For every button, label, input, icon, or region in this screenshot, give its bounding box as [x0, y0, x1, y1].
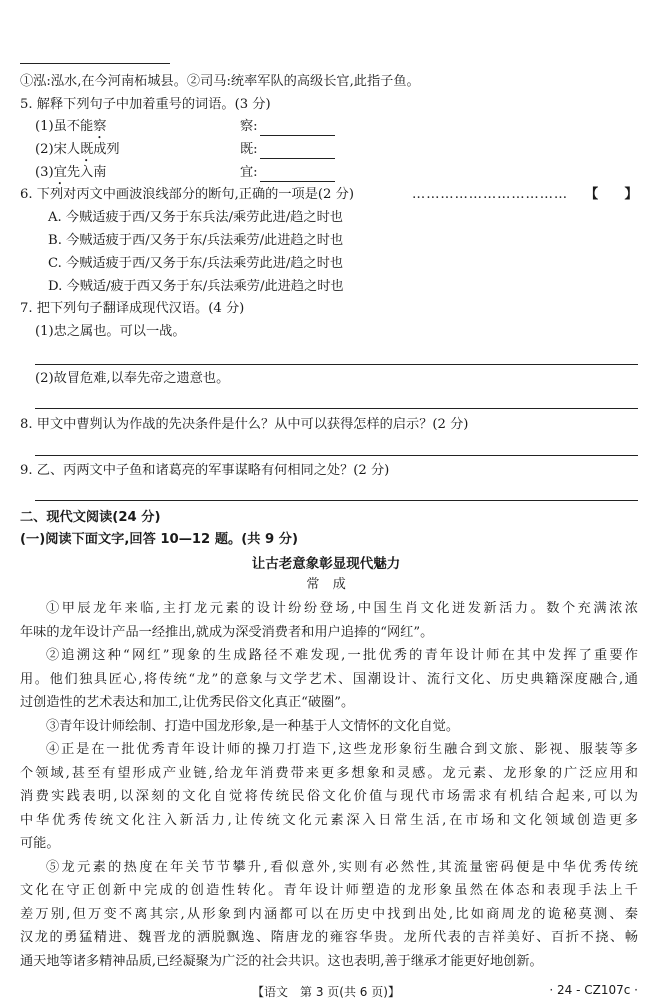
q5-item-2-emph: 既 [80, 142, 94, 157]
article-author: 常 成 [306, 577, 346, 592]
paragraph-1 [20, 597, 638, 644]
subsection-1-heading: (一)阅读下面文字,回答 10—12 题。(共 9 分) [20, 532, 298, 547]
q5-item-1-emph: 察 [93, 119, 107, 134]
q6-option-d[interactable]: D. 今贼适/疲于西又务于东/兵法乘劳/此进趋之时也 [48, 279, 344, 294]
paragraph-line: 个领域,甚至有望形成产业链,给龙年消费带来更多想象和灵感。龙元素、龙形象的广泛应用和 [20, 765, 638, 781]
q5-item-3-pre: (3) [35, 165, 54, 180]
q5-answer-3 [240, 164, 335, 182]
q5-item-1-pre: (1)虽不能 [35, 119, 94, 134]
q5-answer-2-blank[interactable] [260, 145, 335, 159]
paragraph-4 [20, 738, 638, 856]
article-title: 让古老意象彰显现代魅力 [251, 556, 401, 572]
question-7-stem: 7. 把下列句子翻译成现代汉语。(4 分) [20, 301, 245, 316]
paragraph-line: 可能。 [20, 836, 60, 851]
q5-answer-2 [240, 141, 335, 159]
q5-item-3 [35, 164, 106, 188]
q5-item-3-emph: 宜 [53, 165, 67, 180]
q9-answer-line[interactable] [35, 500, 638, 501]
section-2-heading: 二、现代文阅读(24 分) [20, 510, 161, 525]
q5-answer-2-label: 既: [240, 142, 258, 157]
paragraph-line: ②追溯这种“网红”现象的生成路径不难发现,一批优秀的青年设计师在其中发挥了重要作 [46, 648, 638, 663]
q8-answer-line[interactable] [35, 455, 638, 456]
paragraph-2 [20, 644, 638, 715]
question-8-stem: 8. 甲文中曹刿认为作战的先决条件是什么？从中可以获得怎样的启示？(2 分) [20, 417, 469, 432]
q7-sentence-2: (2)故冒危难,以奉先帝之遗意也。 [35, 371, 230, 386]
paragraph-line: 汉龙的勇猛精进、魏晋龙的洒脱飘逸、隋唐龙的雍容华贵。龙所代表的吉祥美好、百折不挠、畅 [20, 930, 638, 945]
q6-option-b[interactable]: B. 今贼适疲于西/又务于东/兵法乘劳/此进趋之时也 [48, 233, 344, 248]
paragraph-line: 文化在守正创新中完成的创造性转化。青年设计师塑造的龙形象虽然在体态和表现手法上千 [20, 883, 638, 898]
q5-answer-1-label: 察: [240, 119, 258, 134]
q5-item-2-pre: (2)宋人 [35, 142, 81, 157]
paragraph-line: ⑤龙元素的热度在年关节节攀升,看似意外,实则有必然性,其流量密码便是中华优秀传统 [46, 859, 638, 875]
paragraph-line: ④正是在一批优秀青年设计师的操刀打造下,这些龙形象衍生融合到文旅、影视、服装等多 [46, 742, 638, 757]
paragraph-line: ①甲辰龙年来临,主打龙元素的设计纷纷登场,中国生肖文化迸发新活力。数个充满浓浓 [46, 601, 638, 616]
question-9-stem: 9. 乙、丙两文中子鱼和诸葛亮的军事谋略有何相同之处？(2 分) [20, 463, 390, 478]
q5-item-3-post: 先入南 [66, 165, 107, 180]
paragraph-5 [20, 856, 638, 974]
paragraph-line: 过创造性的艺术表达和加工,让优秀民俗文化真正“破圈”。 [20, 695, 355, 710]
q6-leader-dots: …………………………… [412, 187, 569, 202]
q5-answer-1-blank[interactable] [260, 122, 335, 136]
q6-option-c[interactable]: C. 今贼适疲于西/又务于东/兵法乘劳此进/趋之时也 [48, 256, 344, 271]
q6-answer-bracket[interactable]: 【 】 [585, 187, 638, 202]
paragraph-3 [20, 715, 638, 739]
q5-item-2 [35, 141, 120, 165]
q5-item-1 [35, 118, 106, 142]
q5-item-2-post: 成列 [93, 142, 120, 157]
paragraph-line: 用。他们独具匠心,将传统“龙”的意象与文学艺术、国潮设计、流行文化、历史典籍深度融合,通 [20, 671, 638, 687]
article-body [20, 597, 638, 973]
paragraph-line: 通天地等诸多精神品质,已经凝聚为广泛的社会共识。这也表明,善于继承才能更好地创新。 [20, 953, 543, 969]
q5-answer-1 [240, 118, 335, 136]
q5-answer-3-blank[interactable] [260, 168, 335, 182]
q6-option-a[interactable]: A. 今贼适疲于西/又务于东兵法/乘劳此进/趋之时也 [48, 210, 343, 225]
q5-answer-3-label: 宜: [240, 165, 258, 180]
q7-answer-line-2[interactable] [35, 408, 638, 409]
page-footer-code: · 24 - CZ107c · [549, 983, 638, 997]
paragraph-line: 中华优秀传统文化注入新活力,让传统文化元素深入日常生活,在市场和文化领域创造更多 [20, 812, 638, 828]
footnote-divider [20, 63, 170, 64]
paragraph-line: ③青年设计师绘制、打造中国龙形象,是一种基于人文情怀的文化自觉。 [46, 718, 460, 734]
paragraph-line: 消费实践表明,以深刻的文化自觉将传统民俗文化价值与现代市场需求有机结合起来,可以为 [20, 789, 638, 804]
question-6-stem: 6. 下列对丙文中画波浪线部分的断句,正确的一项是(2 分) [20, 187, 354, 202]
question-5-stem: 5. 解释下列句子中加着重号的词语。(3 分) [20, 97, 271, 112]
footnotes: ①泓:泓水,在今河南柘城县。②司马:统率军队的高级长官,此指子鱼。 [20, 74, 420, 89]
paragraph-line: 差万别,但万变不离其宗,从形象到内涵都可以在历史中找到出处,比如商周龙的诡秘莫测、秦 [20, 906, 638, 922]
page-footer-center: 【语文 第 3 页(共 6 页)】 [252, 985, 400, 999]
paragraph-line: 年味的龙年设计产品一经推出,就成为深受消费者和用户追捧的“网红”。 [20, 624, 434, 640]
q7-answer-line-1[interactable] [35, 364, 638, 365]
q7-sentence-1: (1)忠之属也。可以一战。 [35, 324, 186, 339]
